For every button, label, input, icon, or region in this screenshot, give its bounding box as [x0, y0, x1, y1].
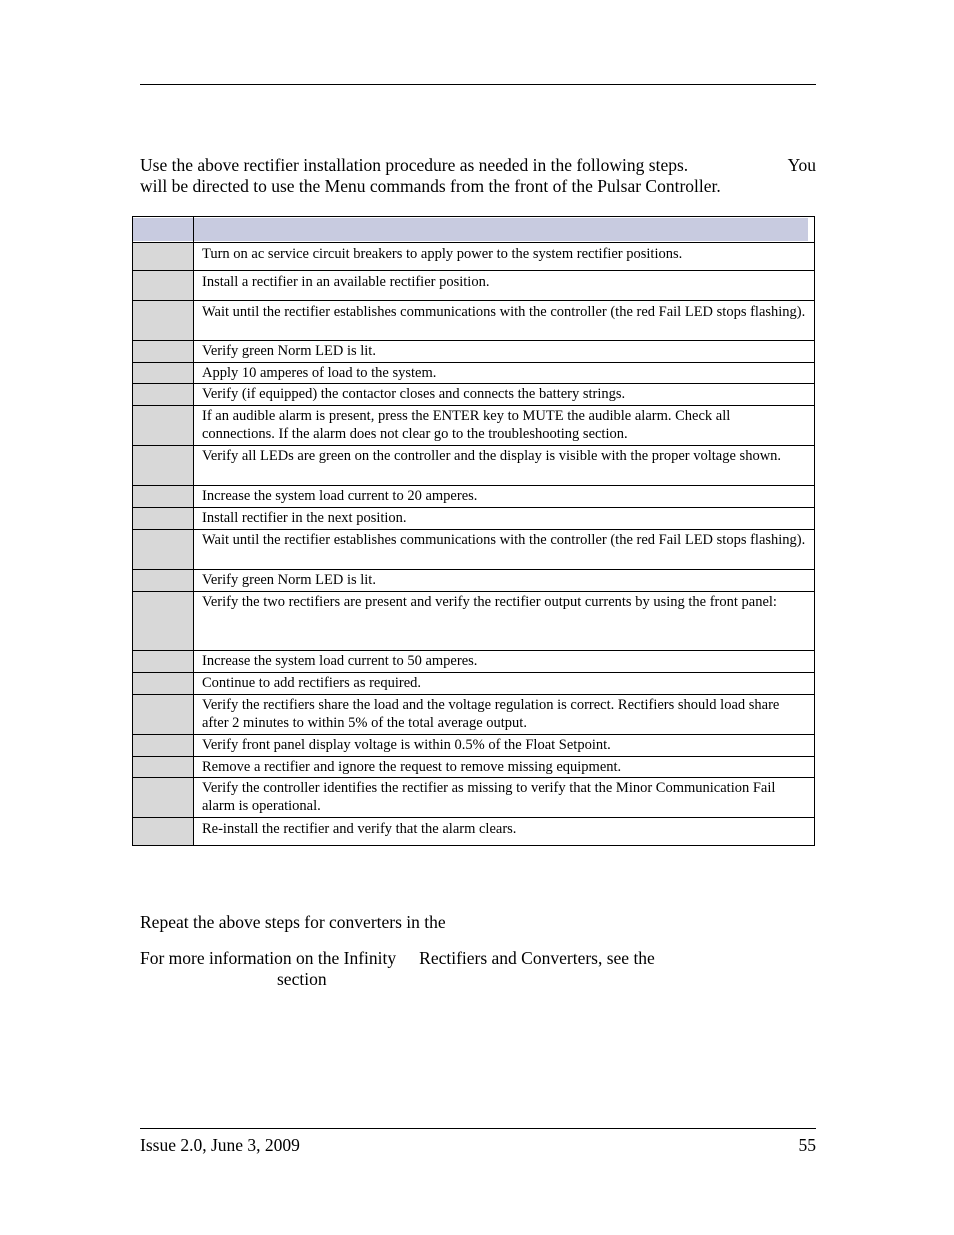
- step-text: Turn on ac service circuit breakers to apply power to the system rectifier positions.: [194, 243, 815, 271]
- step-text: Verify the two rectifiers are present and verify the rectifier output currents by using the front panel:: [194, 592, 815, 651]
- more-info-part-2: Rectifiers and Converters, see the: [419, 948, 655, 968]
- step-number-cell: [133, 363, 194, 384]
- step-text: Verify the controller identifies the rectifier as missing to verify that the Minor Communication Fail alarm is operational.: [194, 778, 815, 818]
- step-text: If an audible alarm is present, press the ENTER key to MUTE the audible alarm. Check all connections. If the alarm does not clear go to the troubleshooting section.: [194, 406, 815, 446]
- table-row: [133, 695, 815, 735]
- table-row: [133, 818, 815, 846]
- table-row: [133, 530, 815, 570]
- footer-rule: [140, 1128, 816, 1129]
- step-number-cell: [133, 508, 194, 530]
- intro-line-1: [140, 155, 816, 176]
- step-number-cell: [133, 341, 194, 363]
- step-number-cell: [133, 530, 194, 570]
- more-info-paragraph: [140, 948, 655, 990]
- intro-line-1-right: You: [787, 155, 816, 175]
- table-row: [133, 243, 815, 271]
- table-row: [133, 757, 815, 778]
- step-number-cell: [133, 695, 194, 735]
- step-text: Verify (if equipped) the contactor closes and connects the battery strings.: [194, 384, 815, 406]
- table-row: [133, 570, 815, 592]
- step-text: Wait until the rectifier establishes communications with the controller (the red Fail LED stops flashing).: [194, 301, 815, 341]
- table-header-row: [133, 217, 815, 243]
- step-text: Verify the rectifiers share the load and the voltage regulation is correct. Rectifiers should load share after 2 minutes to within 5% of the total average output.: [194, 695, 815, 735]
- step-number-cell: [133, 486, 194, 508]
- table-row: [133, 592, 815, 651]
- step-number-cell: [133, 778, 194, 818]
- step-text: Continue to add rectifiers as required.: [194, 673, 815, 695]
- step-number-cell: [133, 673, 194, 695]
- step-number-cell: [133, 446, 194, 486]
- step-number-cell: [133, 406, 194, 446]
- step-text: Remove a rectifier and ignore the request to remove missing equipment.: [194, 757, 815, 778]
- more-info-line-2: section: [277, 969, 327, 989]
- step-text: Verify front panel display voltage is within 0.5% of the Float Setpoint.: [194, 735, 815, 757]
- step-text: Re-install the rectifier and verify that the alarm clears.: [194, 818, 815, 846]
- header-rule: [140, 84, 816, 85]
- step-number-cell: [133, 757, 194, 778]
- table-row: [133, 673, 815, 695]
- step-text: Install rectifier in the next position.: [194, 508, 815, 530]
- page-footer: [140, 1135, 816, 1156]
- procedure-table: [132, 216, 815, 846]
- repeat-paragraph: Repeat the above steps for converters in the: [140, 912, 446, 932]
- issue-date: Issue 2.0, June 3, 2009: [140, 1135, 300, 1155]
- table-row: [133, 363, 815, 384]
- step-number-cell: [133, 271, 194, 301]
- table-row: [133, 778, 815, 818]
- more-info-line-1: [140, 948, 655, 969]
- table-row: [133, 341, 815, 363]
- step-text: Install a rectifier in an available rectifier position.: [194, 271, 815, 301]
- step-text: Verify green Norm LED is lit.: [194, 570, 815, 592]
- intro-line-2: will be directed to use the Menu commands from the front of the Pulsar Controller.: [140, 176, 721, 196]
- step-text: Apply 10 amperes of load to the system.: [194, 363, 815, 384]
- table-row: [133, 508, 815, 530]
- step-number-cell: [133, 243, 194, 271]
- table-row: [133, 271, 815, 301]
- step-text: Verify green Norm LED is lit.: [194, 341, 815, 363]
- step-number-cell: [133, 592, 194, 651]
- step-number-cell: [133, 384, 194, 406]
- table-row: [133, 301, 815, 341]
- action-header: [194, 217, 815, 243]
- table-row: [133, 406, 815, 446]
- table-row: [133, 446, 815, 486]
- step-text: Wait until the rectifier establishes communications with the controller (the red Fail LED stops flashing).: [194, 530, 815, 570]
- more-info-part-1: For more information on the Infinity: [140, 948, 397, 968]
- step-number-cell: [133, 651, 194, 673]
- step-text: Increase the system load current to 20 amperes.: [194, 486, 815, 508]
- table-row: [133, 486, 815, 508]
- table-row: [133, 651, 815, 673]
- step-text: Increase the system load current to 50 amperes.: [194, 651, 815, 673]
- step-number-header: [133, 217, 194, 243]
- step-number-cell: [133, 301, 194, 341]
- step-number-cell: [133, 735, 194, 757]
- step-number-cell: [133, 570, 194, 592]
- step-number-cell: [133, 818, 194, 846]
- step-text: Verify all LEDs are green on the controller and the display is visible with the proper voltage shown.: [194, 446, 815, 486]
- intro-paragraph: [140, 155, 816, 197]
- intro-line-1-left: Use the above rectifier installation procedure as needed in the following steps.: [140, 155, 689, 175]
- table-row: [133, 735, 815, 757]
- page-number: 55: [798, 1135, 816, 1155]
- table-row: [133, 384, 815, 406]
